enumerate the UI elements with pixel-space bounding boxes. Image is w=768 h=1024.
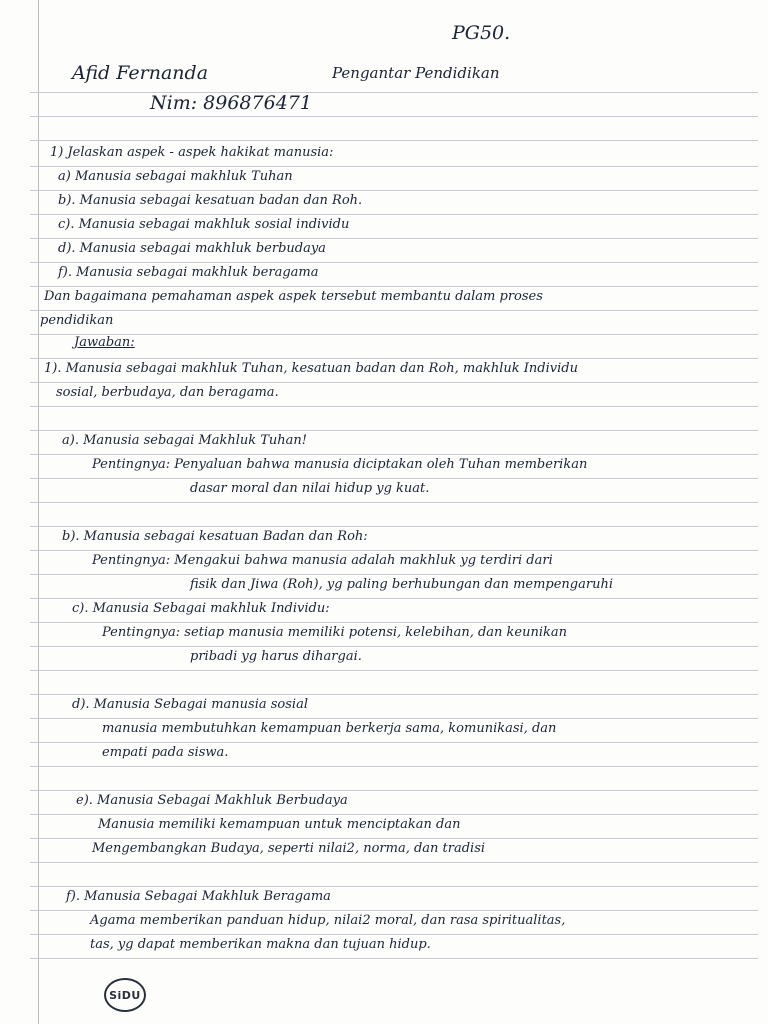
section-line: dasar moral dan nilai hidup yg kuat. [190, 481, 430, 496]
ruled-line [30, 526, 758, 527]
ruled-line [30, 718, 758, 719]
answer-label: Jawaban: [74, 335, 135, 350]
ruled-line [30, 838, 758, 839]
student-nim: Nim: 896876471 [150, 92, 312, 114]
ruled-line [30, 406, 758, 407]
sidu-brand-logo-icon [104, 978, 146, 1012]
question-item: b). Manusia sebagai kesatuan badan dan Roh. [58, 193, 363, 208]
ruled-line [30, 214, 758, 215]
ruled-line [30, 574, 758, 575]
ruled-line [30, 886, 758, 887]
section-line: Pentingnya: Mengakui bahwa manusia adalah makhluk yg terdiri dari [92, 553, 553, 568]
ruled-line [30, 116, 758, 117]
ruled-line [30, 934, 758, 935]
answer-summary: 1). Manusia sebagai makhluk Tuhan, kesatuan badan dan Roh, makhluk Individu [44, 361, 578, 376]
question-item: a) Manusia sebagai makhluk Tuhan [58, 169, 293, 184]
section-heading: e). Manusia Sebagai Makhluk Berbudaya [76, 793, 348, 808]
course-title: Pengantar Pendidikan [332, 64, 500, 82]
question-item: d). Manusia sebagai makhluk berbudaya [58, 241, 326, 256]
ruled-line [30, 430, 758, 431]
ruled-line [30, 358, 758, 359]
ruled-line [30, 454, 758, 455]
ruled-line [30, 286, 758, 287]
section-line: pribadi yg harus dihargai. [190, 649, 362, 664]
section-line: fisik dan Jiwa (Roh), yg paling berhubungan dan mempengaruhi [190, 577, 613, 592]
section-heading: d). Manusia Sebagai manusia sosial [72, 697, 308, 712]
ruled-line [30, 262, 758, 263]
ruled-line [30, 190, 758, 191]
section-heading: c). Manusia Sebagai makhluk Individu: [72, 601, 330, 616]
answer-summary: sosial, berbudaya, dan beragama. [56, 385, 279, 400]
section-line: Mengembangkan Budaya, seperti nilai2, norma, dan tradisi [92, 841, 486, 856]
section-line: tas, yg dapat memberikan makna dan tujuan hidup. [90, 937, 431, 952]
ruled-line [30, 862, 758, 863]
section-line: Pentingnya: setiap manusia memiliki potensi, kelebihan, dan keunikan [102, 625, 568, 640]
section-line: Agama memberikan panduan hidup, nilai2 moral, dan rasa spiritualitas, [90, 913, 566, 928]
section-heading: b). Manusia sebagai kesatuan Badan dan Roh: [62, 529, 368, 544]
ruled-line [30, 238, 758, 239]
question-line: Dan bagaimana pemahaman aspek aspek tersebut membantu dalam proses [44, 289, 543, 304]
question-line: 1) Jelaskan aspek - aspek hakikat manusia: [50, 145, 334, 160]
ruled-line [30, 958, 758, 959]
ruled-line [30, 598, 758, 599]
page-code: PG50. [452, 22, 511, 44]
ruled-line [30, 694, 758, 695]
ruled-line [30, 550, 758, 551]
section-heading: a). Manusia sebagai Makhluk Tuhan! [62, 433, 308, 448]
ruled-line [30, 92, 758, 93]
ruled-line [30, 814, 758, 815]
margin-line [38, 0, 39, 1024]
ruled-line [30, 766, 758, 767]
ruled-line [30, 622, 758, 623]
ruled-line [30, 166, 758, 167]
question-item: f). Manusia sebagai makhluk beragama [58, 265, 319, 280]
ruled-line [30, 670, 758, 671]
section-line: manusia membutuhkan kemampuan berkerja sama, komunikasi, dan [102, 721, 557, 736]
section-line: Manusia memiliki kemampuan untuk menciptakan dan [98, 817, 461, 832]
ruled-line [30, 382, 758, 383]
section-line: Pentingnya: Penyaluan bahwa manusia diciptakan oleh Tuhan memberikan [92, 457, 588, 472]
ruled-line [30, 502, 758, 503]
ruled-line [30, 334, 758, 335]
ruled-line [30, 646, 758, 647]
ruled-line [30, 910, 758, 911]
logo-text: SiDU [109, 988, 141, 1002]
ruled-line [30, 140, 758, 141]
student-name: Afid Fernanda [72, 62, 209, 84]
question-line: pendidikan [40, 313, 114, 328]
ruled-line [30, 310, 758, 311]
section-line: empati pada siswa. [102, 745, 229, 760]
ruled-line [30, 478, 758, 479]
question-item: c). Manusia sebagai makhluk sosial individu [58, 217, 350, 232]
section-heading: f). Manusia Sebagai Makhluk Beragama [66, 889, 331, 904]
ruled-line [30, 790, 758, 791]
ruled-line [30, 742, 758, 743]
